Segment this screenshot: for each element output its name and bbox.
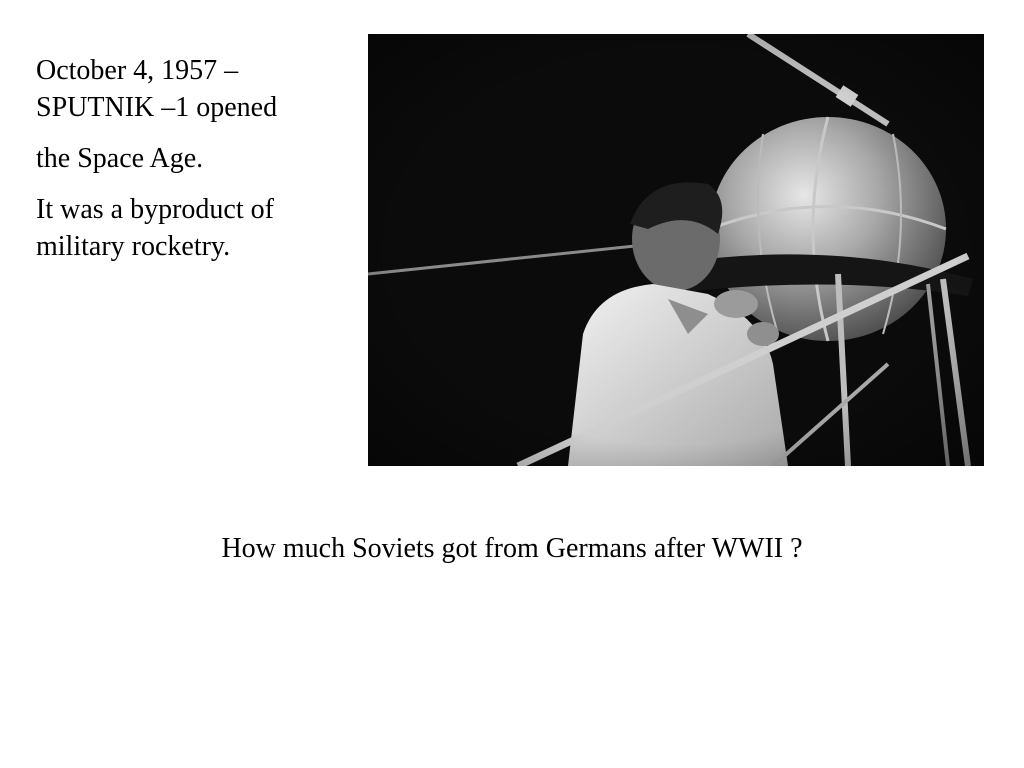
question-text: How much Soviets got from Germans after WWII ? xyxy=(221,533,803,564)
text-line-space-age: the Space Age. xyxy=(36,143,204,174)
text-line-sputnik: SPUTNIK –1 opened xyxy=(36,92,278,123)
text-line-byproduct: It was a byproduct of xyxy=(36,194,274,225)
sputnik-photo-icon xyxy=(368,34,984,466)
text-block xyxy=(36,52,356,265)
text-line-military: military rocketry. xyxy=(36,231,231,262)
sputnik-photo xyxy=(368,34,984,466)
text-line-date: October 4, 1957 – xyxy=(36,55,239,86)
